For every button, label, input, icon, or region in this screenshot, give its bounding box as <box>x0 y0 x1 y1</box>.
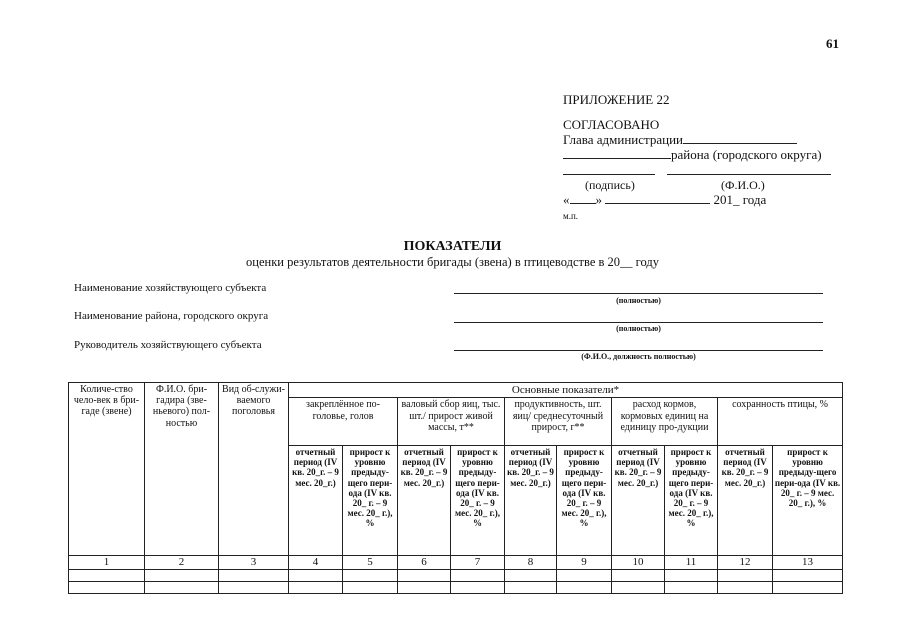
column-number: 2 <box>145 556 219 569</box>
head-of-entity-field[interactable] <box>454 349 823 351</box>
fio-caption: (Ф.И.О.) <box>721 178 765 192</box>
header-assigned-livestock: закреплённое по-головье, голов <box>289 398 398 446</box>
entity-name-label: Наименование хозяйствующего субъекта <box>74 282 267 294</box>
date-quote-open: « <box>563 192 570 207</box>
column-number: 10 <box>612 556 665 569</box>
day-blank <box>570 191 596 204</box>
table-cell[interactable] <box>219 581 289 593</box>
table-cell[interactable] <box>505 569 557 581</box>
table-cell[interactable] <box>398 581 451 593</box>
table-cell[interactable] <box>69 581 145 593</box>
table-row <box>69 569 843 581</box>
fio-blank <box>667 174 831 175</box>
column-number: 13 <box>773 556 843 569</box>
table-cell[interactable] <box>219 569 289 581</box>
district-name-label: Наименование района, городского округа <box>74 310 269 322</box>
header-report-period: отчетный период (IV кв. 20_г. – 9 мес. 20_г.) <box>289 446 343 556</box>
header-growth: прирост к уровню предыду-щего пери-ода (IV кв. 20_ г. – 9 мес. 20_ г.), % <box>557 446 612 556</box>
signature-lines <box>563 162 831 176</box>
table-cell[interactable] <box>289 581 343 593</box>
table-header-row-1 <box>69 383 843 398</box>
column-number-row <box>69 556 843 569</box>
header-feed-consumption: расход кормов, кормовых единиц на единицу про-дукции <box>612 398 718 446</box>
header-growth: прирост к уровню предыду-щего пери-ода (IV кв. 20_ г. – 9 мес. 20_ г.), % <box>343 446 398 556</box>
header-productivity: продуктивность, шт. яиц/ среднесуточный прирост, г** <box>505 398 612 446</box>
signature-blank <box>563 174 655 175</box>
table-cell[interactable] <box>665 569 718 581</box>
table-cell[interactable] <box>612 581 665 593</box>
header-report-period: отчетный период (IV кв. 20_г. – 9 мес. 20_г.) <box>505 446 557 556</box>
table-cell[interactable] <box>557 581 612 593</box>
table-cell[interactable] <box>343 569 398 581</box>
table-cell[interactable] <box>718 581 773 593</box>
column-number: 1 <box>69 556 145 569</box>
table-cell[interactable] <box>451 581 505 593</box>
date-quote-close: » <box>595 192 602 207</box>
column-number: 7 <box>451 556 505 569</box>
table-cell[interactable] <box>398 569 451 581</box>
header-growth: прирост к уровню предыду-щего пери-ода (IV кв. 20_ г. – 9 мес. 20_ г.), % <box>451 446 505 556</box>
district-line <box>563 146 822 163</box>
column-number: 4 <box>289 556 343 569</box>
header-brigade-size: Количе-ство чело-век в бри-гаде (звене) <box>69 383 145 556</box>
column-number: 11 <box>665 556 718 569</box>
table-cell[interactable] <box>145 581 219 593</box>
column-number: 8 <box>505 556 557 569</box>
month-blank <box>605 191 710 204</box>
header-report-period: отчетный период (IV кв. 20_г. – 9 мес. 20_г.) <box>612 446 665 556</box>
header-report-period: отчетный период (IV кв. 20_г. – 9 мес. 20_г.) <box>398 446 451 556</box>
district-blank <box>563 146 671 159</box>
document-subtitle: оценки результатов деятельности бригады (звена) в птицеводстве в 20__ году <box>246 255 659 269</box>
header-report-period: отчетный период (IV кв. 20_г. – 9 мес. 20_г.) <box>718 446 773 556</box>
signature-caption: (подпись) <box>585 178 635 192</box>
document-title: ПОКАЗАТЕЛИ <box>403 239 502 254</box>
header-brigadier-name: Ф.И.О. бри-гадира (зве-ньевого) пол-ностью <box>145 383 219 556</box>
header-poultry-survival: сохранность птицы, % <box>718 398 843 446</box>
head-of-entity-label: Руководитель хозяйствующего субъекта <box>74 339 262 351</box>
table-cell[interactable] <box>289 569 343 581</box>
table-cell[interactable] <box>773 581 843 593</box>
header-livestock-type: Вид об-служи-ваемого поголовья <box>219 383 289 556</box>
table-cell[interactable] <box>505 581 557 593</box>
district-label: района (городского округа) <box>671 147 822 162</box>
table-cell[interactable] <box>773 569 843 581</box>
district-name-hint: (полностью) <box>616 324 661 333</box>
table-cell[interactable] <box>343 581 398 593</box>
header-growth: прирост к уровню предыду-щего пери-ода (IV кв. 20_ г. – 9 мес. 20_ г.), % <box>773 446 843 556</box>
table-row <box>69 581 843 593</box>
agreed-label: СОГЛАСОВАНО <box>563 117 660 132</box>
column-number: 12 <box>718 556 773 569</box>
indicators-table <box>68 382 843 594</box>
table-cell[interactable] <box>69 569 145 581</box>
header-growth: прирост к уровню предыду-щего пери-ода (IV кв. 20_ г. – 9 мес. 20_ г.), % <box>665 446 718 556</box>
district-name-field[interactable] <box>454 321 823 323</box>
date-year: 201_ года <box>713 192 767 207</box>
header-main-indicators: Основные показатели* <box>289 383 843 398</box>
table-cell[interactable] <box>557 569 612 581</box>
column-number: 9 <box>557 556 612 569</box>
head-of-entity-hint: (Ф.И.О., должность полностью) <box>581 352 696 361</box>
column-number: 6 <box>398 556 451 569</box>
table-cell[interactable] <box>718 569 773 581</box>
appendix-label: ПРИЛОЖЕНИЕ 22 <box>563 92 670 107</box>
table-cell[interactable] <box>145 569 219 581</box>
entity-name-hint: (полностью) <box>616 296 661 305</box>
head-label: Глава администрации <box>563 132 684 147</box>
table-cell[interactable] <box>612 569 665 581</box>
table-cell[interactable] <box>665 581 718 593</box>
header-gross-egg-yield: валовый сбор яиц, тыс. шт./ прирост живой массы, т** <box>398 398 505 446</box>
stamp-place: м.п. <box>563 211 579 221</box>
page-number: 61 <box>826 36 839 51</box>
column-number: 5 <box>343 556 398 569</box>
entity-name-field[interactable] <box>454 292 823 294</box>
column-number: 3 <box>219 556 289 569</box>
head-blank <box>683 131 797 144</box>
table-cell[interactable] <box>451 569 505 581</box>
date-line <box>563 191 766 208</box>
